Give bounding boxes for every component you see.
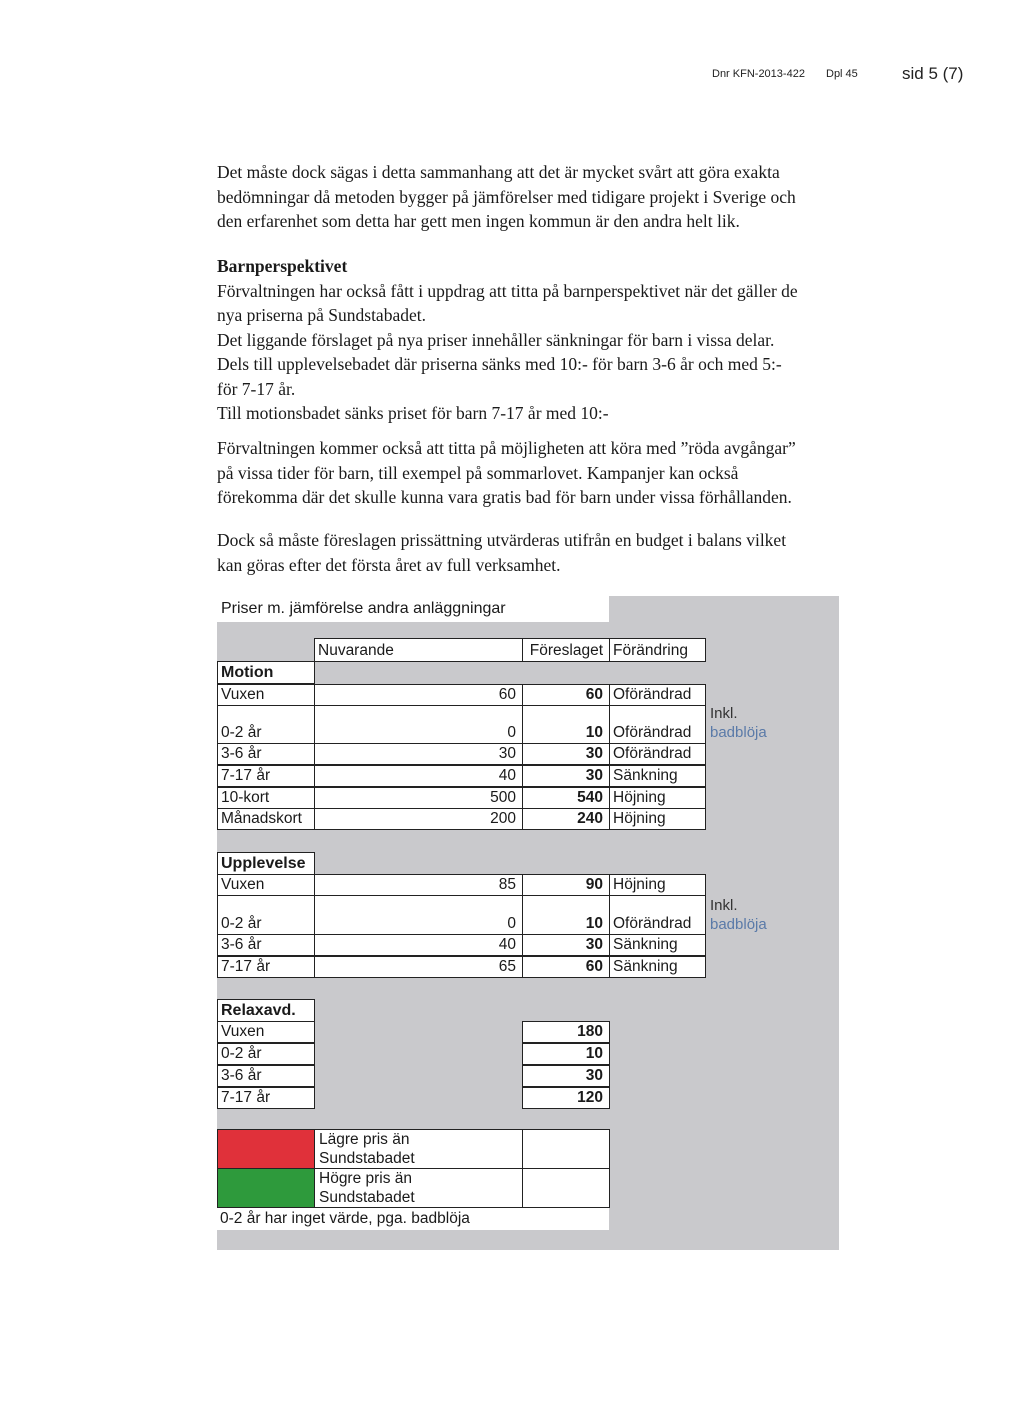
row-label: 7-17 år [217,956,315,978]
text-line: Till motionsbadet sänks priset för barn 7-17 år med 10:- [217,403,609,423]
barnperspektivet-section [217,254,837,426]
note-line: Inkl. [710,897,738,914]
current-price: 85 [314,874,523,896]
text-line: Förvaltningen kommer också att titta på möjligheten att köra med ”röda avgångar” [217,438,796,458]
legend-label-lower [314,1129,523,1169]
price-change: Oförändrad [609,895,706,935]
text-line: Dels till upplevelsebadet där priserna sänks med 10:- för barn 3-6 år och med 5:- [217,354,782,374]
current-price: 60 [314,684,523,706]
price-change: Höjning [609,808,706,830]
row-label: Vuxen [217,874,315,896]
legend-swatch-higher [217,1168,315,1208]
note-line: badblöja [710,916,767,933]
current-price: 200 [314,808,523,830]
price-change: Oförändrad [609,743,706,765]
column-header-change: Förändring [609,638,706,662]
row-label: Månadskort [217,808,315,830]
proposed-price: 180 [522,1021,610,1043]
legend-empty-cell [522,1168,610,1208]
proposed-price: 60 [522,684,610,706]
note-line: badblöja [710,724,767,741]
price-change: Oförändrad [609,684,706,706]
legend-line: Sundstabadet [319,1189,415,1206]
row-label: 0-2 år [217,895,315,935]
proposed-price: 30 [522,934,610,956]
section-heading: Barnperspektivet [217,256,348,276]
legend-line: Högre pris än [319,1170,413,1187]
price-change: Höjning [609,874,706,896]
text-line: förekomma där det skulle kunna vara gratis bad för barn under vissa förhållanden. [217,487,792,507]
price-change: Sänkning [609,934,706,956]
legend-line: Sundstabadet [319,1150,415,1167]
row-label: 3-6 år [217,934,315,956]
text-line: bedömningar då metoden bygger på jämförelser med tidigare projekt i Sverige och [217,186,796,207]
price-change: Oförändrad [609,705,706,744]
text-line: Det liggande förslaget på nya priser innehåller sänkningar för barn i vissa delar. [217,329,775,350]
proposed-price: 90 [522,874,610,896]
diary-number: Dnr KFN-2013-422 [712,68,805,80]
row-label: 0-2 år [217,705,315,744]
column-header-proposed: Föreslaget [522,638,610,662]
row-label: 7-17 år [217,1087,315,1109]
table-title: Priser m. jämförelse andra anläggningar [217,596,609,622]
proposed-price: 30 [522,1065,610,1087]
row-label: 7-17 år [217,765,315,787]
price-change: Höjning [609,787,706,809]
text-line: på vissa tider för barn, till exempel på sommarlovet. Kampanjer kan också [217,462,739,483]
current-price: 40 [314,765,523,787]
note-line: Inkl. [710,705,738,722]
current-price: 65 [314,956,523,978]
text-line: kan göras efter det första året av full verksamhet. [217,554,561,575]
price-change: Sänkning [609,765,706,787]
price-change: Sänkning [609,956,706,978]
row-label: Vuxen [217,684,315,706]
paragraph-number: Dpl 45 [826,68,858,80]
row-label: 3-6 år [217,1065,315,1087]
current-price: 0 [314,895,523,935]
table-background [609,596,839,622]
text-line: nya priserna på Sundstabadet. [217,305,426,325]
current-price: 30 [314,743,523,765]
proposed-price: 10 [522,1043,610,1065]
current-price: 40 [314,934,523,956]
proposed-price: 30 [522,743,610,765]
intro-paragraph [217,160,837,234]
row-label: 3-6 år [217,743,315,765]
legend-swatch-lower [217,1129,315,1169]
diaper-note [710,704,767,742]
proposed-price: 10 [522,705,610,744]
table-footnote: 0-2 år har inget värde, pga. badblöja [217,1208,609,1230]
row-label: 0-2 år [217,1043,315,1065]
text-line: Förvaltningen har också fått i uppdrag att titta på barnperspektivet när det gäller de [217,280,798,301]
page-number: sid 5 (7) [902,64,964,83]
proposed-price: 540 [522,787,610,809]
text-line: Det måste dock sägas i detta sammanhang att det är mycket svårt att göra exakta [217,162,780,182]
roda-avgangar-paragraph [217,436,837,510]
row-label: Vuxen [217,1021,315,1043]
legend-label-higher [314,1168,523,1208]
column-header-current: Nuvarande [314,638,523,662]
section-label-relax: Relaxavd. [217,999,315,1022]
proposed-price: 240 [522,808,610,830]
text-line: den erfarenhet som detta har gett men ingen kommun är den andra helt lik. [217,211,740,231]
diaper-note [710,896,767,934]
section-label-upplevelse: Upplevelse [217,852,315,875]
proposed-price: 30 [522,765,610,787]
text-line: Dock så måste föreslagen prissättning utvärderas utifrån en budget i balans vilket [217,530,787,550]
section-label-motion: Motion [217,661,315,684]
legend-empty-cell [522,1129,610,1169]
text-line: för 7-17 år. [217,378,296,399]
proposed-price: 60 [522,956,610,978]
legend-line: Lägre pris än [319,1131,410,1148]
row-label: 10-kort [217,787,315,809]
proposed-price: 120 [522,1087,610,1109]
current-price: 0 [314,705,523,744]
proposed-price: 10 [522,895,610,935]
current-price: 500 [314,787,523,809]
dock-paragraph [217,528,837,577]
